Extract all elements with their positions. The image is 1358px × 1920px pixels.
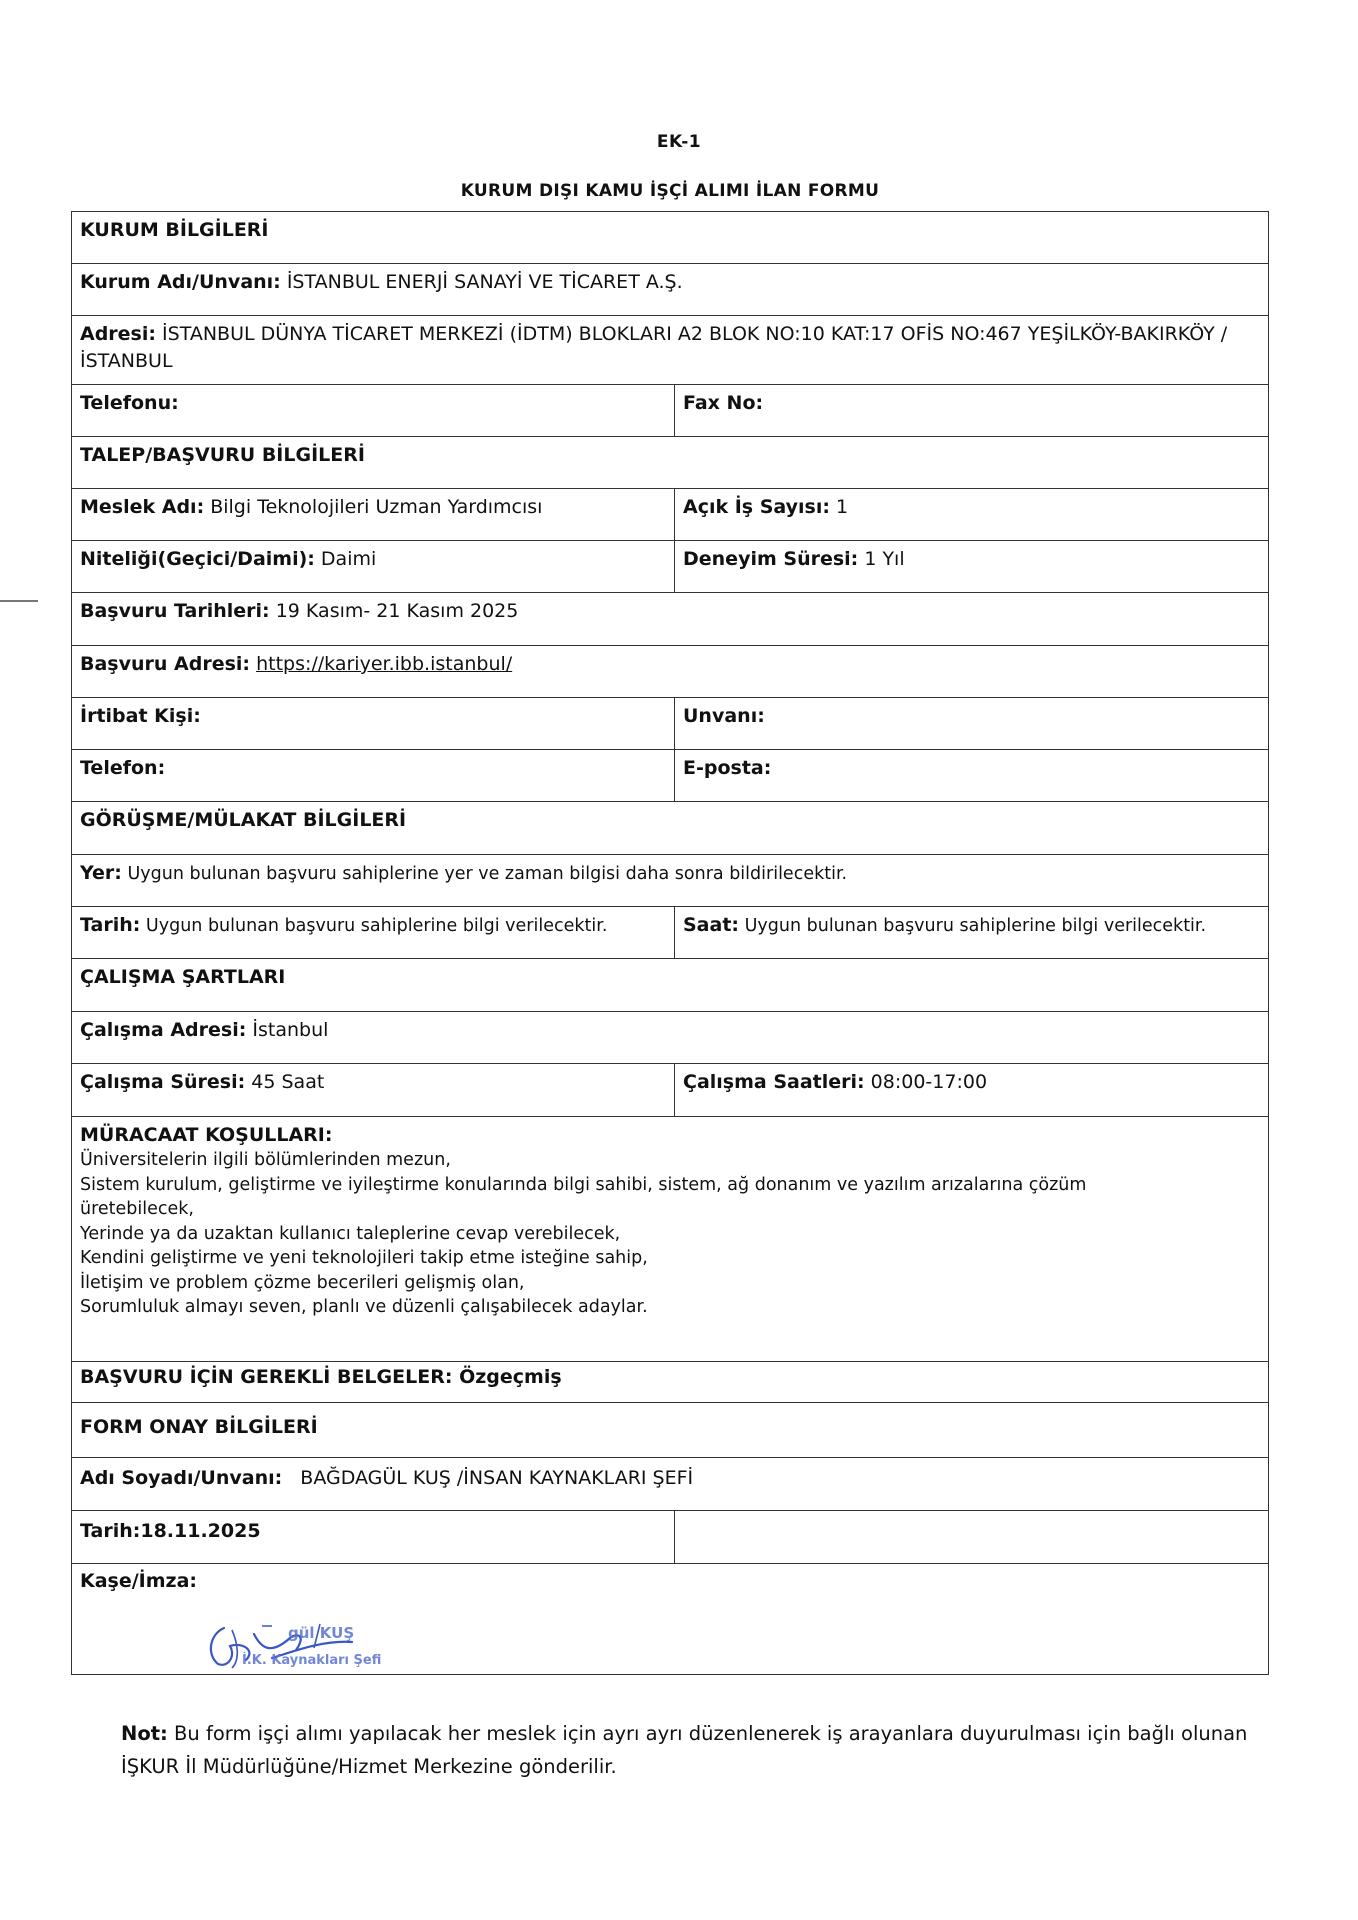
form-table xyxy=(71,211,1269,1675)
muracaat-line: İletişim ve problem çözme becerileri gelişmiş olan, xyxy=(80,1272,525,1293)
kase-row xyxy=(72,1563,1268,1674)
muracaat-line: üretebilecek, xyxy=(80,1199,194,1219)
calisma-adres-value: İstanbul xyxy=(252,1019,329,1041)
yer-value: Uygun bulunan başvuru sahiplerine yer ve zaman bilgisi daha sonra bildirilecektir. xyxy=(127,864,848,884)
onay-tarih-row xyxy=(72,1510,1268,1563)
basvuru-adres-row xyxy=(72,645,1268,697)
kurum-name-value: İSTANBUL ENERJİ SANAYİ VE TİCARET A.Ş. xyxy=(286,271,683,293)
calisma-section-row xyxy=(72,958,1268,1011)
footnote xyxy=(121,1717,1251,1783)
acik-is-label: Açık İş Sayısı: xyxy=(683,496,830,518)
onay-section-title: FORM ONAY BİLGİLERİ xyxy=(80,1416,318,1438)
talep-section-title: TALEP/BAŞVURU BİLGİLERİ xyxy=(80,444,365,466)
meslek-row xyxy=(72,488,1268,540)
gorusme-saat-label: Saat: xyxy=(683,914,740,936)
kurum-name-row xyxy=(72,263,1268,315)
gorusme-tarih-label: Tarih: xyxy=(80,914,141,936)
belgeler-cell xyxy=(72,1362,1268,1402)
nitelik-label: Niteliği(Geçici/Daimi): xyxy=(80,548,315,570)
calisma-adres-cell xyxy=(72,1012,1268,1063)
kase-label: Kaşe/İmza: xyxy=(80,1570,198,1592)
meslek-cell xyxy=(72,489,674,540)
basvuru-tarih-label: Başvuru Tarihleri: xyxy=(80,600,270,622)
calisma-sure-cell xyxy=(72,1064,674,1116)
muracaat-line: Yerinde ya da uzaktan kullanıcı taleplerine cevap verebilecek, xyxy=(80,1223,621,1244)
kurum-section-title: KURUM BİLGİLERİ xyxy=(80,219,269,241)
kurum-name-cell xyxy=(72,264,1268,315)
calisma-saat-label: Çalışma Saatleri: xyxy=(683,1071,865,1093)
muracaat-line: Sorumluluk almayı seven, planlı ve düzenli çalışabilecek adaylar. xyxy=(80,1297,648,1317)
gorusme-saat-cell xyxy=(674,907,1268,958)
kurum-name-label: Kurum Adı/Unvanı: xyxy=(80,271,281,293)
muracaat-line: Üniversitelerin ilgili bölümlerinden mezun, xyxy=(80,1150,451,1170)
basvuru-tarih-row xyxy=(72,592,1268,645)
telefon-label: Telefon: xyxy=(80,757,166,779)
kurum-address-value: İSTANBUL DÜNYA TİCARET MERKEZİ (İDTM) BLOKLARI A2 BLOK NO:10 KAT:17 OFİS NO:467 YEŞİLKÖY-BAKIRKÖY /İSTANBUL xyxy=(80,323,1228,372)
calisma-section-title: ÇALIŞMA ŞARTLARI xyxy=(80,966,286,988)
calisma-adres-row xyxy=(72,1011,1268,1063)
deneyim-value: 1 Yıl xyxy=(864,548,905,570)
eposta-label: E-posta: xyxy=(674,750,1268,801)
nitelik-value: Daimi xyxy=(320,548,377,570)
acik-is-value: 1 xyxy=(836,496,849,518)
note-text: Bu form işçi alımı yapılacak her meslek için ayrı ayrı düzenlenerek iş arayanlara duyurulması için bağlı olunan İŞKUR İl Müdürlüğüne/Hizmet Merkezine gönderilir. xyxy=(121,1722,1248,1778)
kurum-section-row xyxy=(72,211,1268,263)
basvuru-adres-link[interactable]: https://kariyer.ibb.istanbul/ xyxy=(256,653,513,675)
calisma-saat-cell xyxy=(674,1064,1268,1116)
irtibat-label: İrtibat Kişi: xyxy=(80,705,201,727)
deneyim-label: Deneyim Süresi: xyxy=(683,548,859,570)
form-title: KURUM DIŞI KAMU İŞÇİ ALIMI İLAN FORMU xyxy=(460,181,880,201)
meslek-label: Meslek Adı: xyxy=(80,496,205,518)
svg-text:gül KUŞ: gül KUŞ xyxy=(288,1624,355,1642)
unvan-label: Unvanı: xyxy=(674,698,1268,749)
nitelik-row xyxy=(72,540,1268,592)
margin-mark xyxy=(0,600,38,602)
deneyim-cell xyxy=(674,541,1268,592)
talep-section-row xyxy=(72,436,1268,488)
irtibat-row xyxy=(72,697,1268,749)
gorusme-section-title: GÖRÜŞME/MÜLAKAT BİLGİLERİ xyxy=(80,809,407,831)
kurum-address-row xyxy=(72,315,1268,384)
signature-stamp-image xyxy=(202,1620,412,1670)
yer-cell xyxy=(72,855,1268,906)
kase-cell xyxy=(72,1564,1268,1674)
onay-adsoyad-value: BAĞDAGÜL KUŞ /İNSAN KAYNAKLARI ŞEFİ xyxy=(300,1467,694,1489)
kurum-address-label: Adresi: xyxy=(80,323,156,345)
kurum-address-cell xyxy=(72,316,1268,384)
note-label: Not: xyxy=(121,1722,168,1745)
onay-adsoyad-cell xyxy=(72,1458,1268,1510)
onay-section-row xyxy=(72,1402,1268,1457)
gorusme-tarih-value: Uygun bulunan başvuru sahiplerine bilgi verilecektir. xyxy=(145,916,608,936)
muracaat-title: MÜRACAAT KOŞULLARI: xyxy=(80,1124,333,1146)
calisma-sure-value: 45 Saat xyxy=(251,1071,325,1093)
onay-adsoyad-label: Adı Soyadı/Unvanı: xyxy=(80,1467,283,1489)
onay-adsoyad-row xyxy=(72,1457,1268,1510)
gorusme-section-row xyxy=(72,801,1268,854)
belgeler-row xyxy=(72,1361,1268,1402)
basvuru-tarih-cell xyxy=(72,593,1268,645)
muracaat-line: Sistem kurulum, geliştirme ve iyileştirme konularında bilgi sahibi, sistem, ağ donanım ve yazılım arızalarına çözüm xyxy=(80,1174,1087,1195)
svg-text:İ.K. Kaynakları Şefi: İ.K. Kaynakları Şefi xyxy=(242,1653,382,1668)
nitelik-cell xyxy=(72,541,674,592)
acik-is-cell xyxy=(674,489,1268,540)
kurum-phone-label: Telefonu: xyxy=(80,392,179,414)
gorusme-tarih-row xyxy=(72,906,1268,958)
calisma-sure-row xyxy=(72,1063,1268,1116)
basvuru-adres-label: Başvuru Adresi: xyxy=(80,653,251,675)
calisma-adres-label: Çalışma Adresi: xyxy=(80,1019,247,1041)
onay-tarih-label: Tarih: xyxy=(80,1520,141,1542)
muracaat-cell xyxy=(72,1120,1268,1361)
gorusme-saat-value: Uygun bulunan başvuru sahiplerine bilgi verilecektir. xyxy=(744,916,1207,936)
kurum-fax-label: Fax No: xyxy=(674,385,1268,436)
yer-row xyxy=(72,854,1268,906)
calisma-saat-value: 08:00-17:00 xyxy=(870,1071,988,1093)
belgeler-label: BAŞVURU İÇİN GEREKLİ BELGELER: xyxy=(80,1366,453,1388)
basvuru-adres-cell xyxy=(72,646,1268,697)
muracaat-line: Kendini geliştirme ve yeni teknolojileri takip etme isteğine sahip, xyxy=(80,1248,648,1268)
annex-label: EK-1 xyxy=(656,132,702,152)
onay-empty-cell xyxy=(674,1511,1268,1563)
meslek-value: Bilgi Teknolojileri Uzman Yardımcısı xyxy=(210,496,543,518)
gorusme-tarih-cell xyxy=(72,907,674,958)
calisma-sure-label: Çalışma Süresi: xyxy=(80,1071,246,1093)
yer-label: Yer: xyxy=(80,862,122,884)
onay-tarih-cell xyxy=(72,1511,674,1563)
onay-tarih-value: 18.11.2025 xyxy=(140,1520,261,1542)
kurum-contact-row xyxy=(72,384,1268,436)
irtibat-contact-row xyxy=(72,749,1268,801)
basvuru-tarih-value: 19 Kasım- 21 Kasım 2025 xyxy=(275,600,519,622)
muracaat-row xyxy=(72,1116,1268,1361)
belgeler-value: Özgeçmiş xyxy=(459,1366,562,1388)
